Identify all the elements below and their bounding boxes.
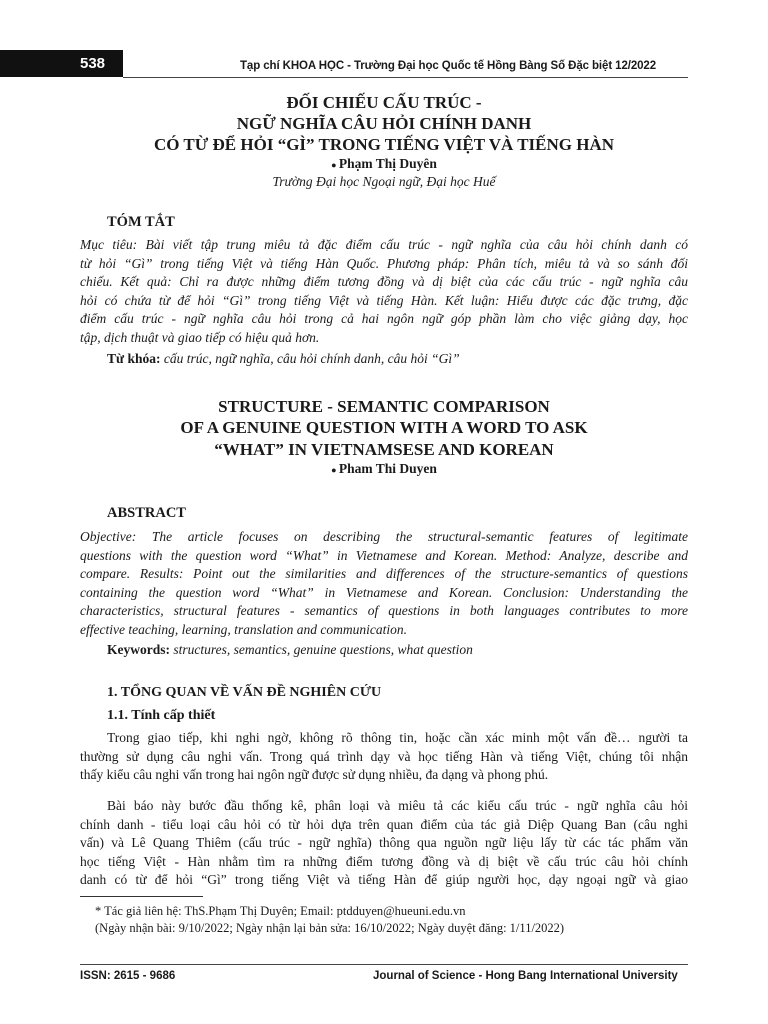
body-paragraph-1	[80, 729, 688, 785]
body-line: chính danh - tiểu loại câu hỏi có từ hỏi dựa trên quan điểm của tác giả Diệp Quang Ban (câu nghi	[80, 816, 688, 832]
body-line: thấy kiểu câu nghi vấn trong hai ngôn ngữ được sử dụng nhiều, đa dạng và phong phú.	[80, 767, 549, 782]
summary-line: từ hỏi “Gì” trong tiếng Việt và tiếng Hàn Quốc. Phương pháp: Phân tích, miêu tả và so sánh đối	[80, 255, 688, 271]
author-bullet: ●	[331, 159, 339, 170]
body-line: Bài báo này bước đầu thống kê, phân loại và miêu tả các kiểu cấu trúc - ngữ nghĩa câu hỏi	[107, 798, 688, 813]
footnote-dates: (Ngày nhận bài: 9/10/2022; Ngày nhận lại bản sửa: 16/10/2022; Ngày duyệt đăng: 1/11/2022)	[95, 921, 565, 935]
vi-title-line-3: CÓ TỪ ĐỂ HỎI “GÌ” TRONG TIẾNG VIỆT VÀ TIẾNG HÀN	[153, 135, 615, 154]
summary-line: hỏi có chứa từ để hỏi “Gì” trong tiếng Việt và tiếng Hàn. Kết luận: Hiểu được các đặc trưng, đặc	[80, 292, 688, 308]
body-line: vấn) và Lê Quang Thiêm (cấu trúc - ngữ nghĩa) thông qua nguồn ngữ liệu lấy từ các tác phẩm văn	[80, 835, 688, 850]
summary-paragraph	[80, 236, 688, 347]
body-line: Trong giao tiếp, khi nghi ngờ, không rõ thông tin, hoặc cần xác minh một vấn đề… người ta	[107, 730, 688, 745]
summary-line: Mục tiêu: Bài viết tập trung miêu tả đặc điểm cấu trúc - ngữ nghĩa của câu hỏi chính danh có	[80, 237, 688, 252]
abstract-line: compare. Results: Point out the similarities and differences of the structure-semantics of questions	[80, 566, 688, 581]
abstract-paragraph	[80, 528, 688, 639]
vi-keywords-text: cấu trúc, ngữ nghĩa, câu hỏi chính danh, câu hỏi “Gì”	[163, 351, 460, 366]
footnote-rule	[80, 896, 203, 897]
body-line: thường sử dụng câu nghi vấn. Trong quá trình dạy và học tiếng Hàn và tiếng Việt, chúng tôi nhận	[80, 748, 688, 764]
en-title-line-3: “WHAT” IN VIETNAMSESE AND KOREAN	[214, 440, 554, 459]
vi-author	[80, 156, 688, 172]
en-author	[80, 461, 688, 477]
body-line: học tiếng Việt - Hàn nhằm tìm ra những điểm tương đồng và dị biệt về cấu trúc câu hỏi chính	[80, 853, 688, 869]
footer-journal: Journal of Science - Hong Bang International University	[373, 970, 678, 982]
vi-title-line-2: NGỮ NGHĨA CÂU HỎI CHÍNH DANH	[236, 114, 532, 133]
en-title-line-2: OF A GENUINE QUESTION WITH A WORD TO ASK	[180, 418, 588, 437]
summary-heading: TÓM TẮT	[107, 214, 175, 230]
body-paragraph-2	[80, 797, 688, 890]
footnote-contact: * Tác giả liên hệ: ThS.Phạm Thị Duyên; Email: ptdduyen@hueuni.edu.vn	[95, 904, 466, 918]
section-heading: 1. TỔNG QUAN VỀ VẤN ĐỀ NGHIÊN CỨU	[107, 685, 382, 700]
vi-author-name: Phạm Thị Duyên	[338, 156, 437, 171]
footer-issn: ISSN: 2615 - 9686	[80, 970, 176, 982]
en-keywords-text: structures, semantics, genuine questions, what question	[173, 642, 473, 657]
vi-keywords-label: Từ khóa:	[107, 351, 161, 366]
vi-keywords	[107, 351, 460, 367]
footer-rule	[80, 964, 688, 965]
page-number: 538	[80, 55, 106, 72]
summary-line: chiếu. Kết quả: Chỉ ra được những điểm tương đồng và dị biệt của các cấu trúc - ngữ nghĩa câu	[80, 274, 688, 289]
abstract-line: questions with the question word “What” in Vietnamese and Korean. Method: Analyze, describe and	[80, 547, 688, 563]
en-author-name: Pham Thi Duyen	[338, 461, 437, 476]
abstract-line: containing the question word “What” in Vietnamese and Korean. Conclusion: Understanding the	[80, 584, 688, 600]
vi-affiliation: Trường Đại học Ngoại ngữ, Đại học Huế	[272, 174, 496, 189]
abstract-line: Objective: The article focuses on describing the structural-semantic features of legitimate	[80, 529, 688, 544]
abstract-line: effective teaching, learning, translation and communication.	[80, 621, 407, 637]
en-keywords-label: Keywords:	[107, 642, 170, 657]
author-bullet: ●	[331, 464, 339, 475]
body-line: danh có từ để hỏi “Gì” trong tiếng Việt và tiếng Hàn để giúp người học, dạy ngoại ngữ và giao	[80, 872, 688, 887]
summary-line: tập, dịch thuật và giao tiếp có hiệu quả hơn.	[80, 329, 320, 345]
en-title-line-1: STRUCTURE - SEMANTIC COMPARISON	[218, 397, 550, 416]
header-rule	[123, 77, 688, 78]
abstract-line: characteristics, structural features - semantics of questions in both languages contributes to more	[80, 603, 688, 618]
abstract-heading: ABSTRACT	[107, 505, 186, 521]
journal-header: Tạp chí KHOA HỌC - Trường Đại học Quốc tế Hồng Bàng Số Đặc biệt 12/2022	[240, 60, 657, 72]
en-keywords	[107, 642, 473, 658]
subsection-heading: 1.1. Tính cấp thiết	[107, 708, 216, 723]
vi-title-line-1: ĐỐI CHIẾU CẤU TRÚC -	[286, 93, 482, 112]
summary-line: điểm cấu trúc - ngữ nghĩa câu hỏi trong cả hai ngôn ngữ góp phần làm cho việc giảng dạy, học	[80, 311, 688, 326]
